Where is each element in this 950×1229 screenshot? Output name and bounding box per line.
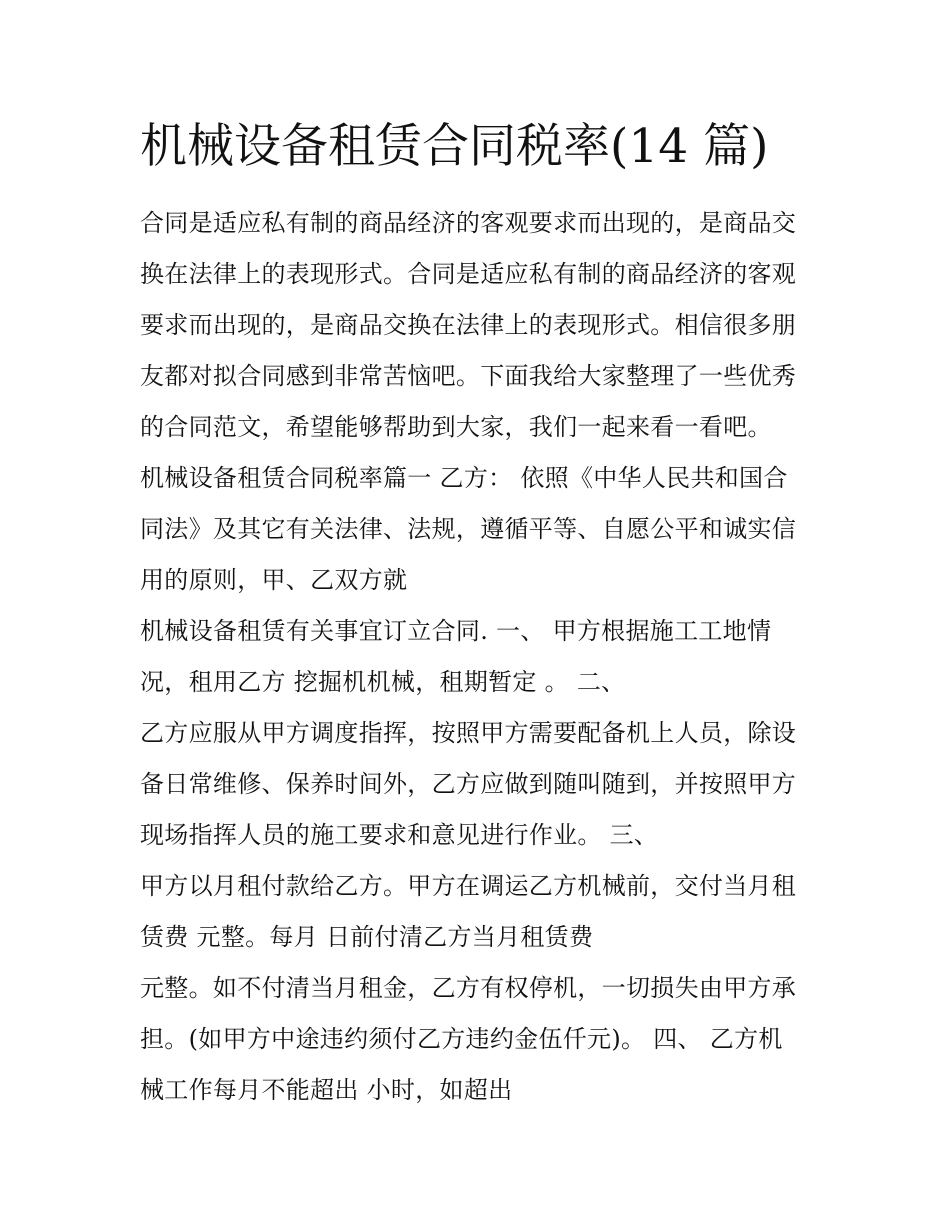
- body-line: 备日常维修、保养时间外，乙方应做到随叫随到，并按照甲方: [140, 770, 797, 798]
- body-line: 换在法律上的表现形式。合同是适应私有制的商品经济的客观: [140, 260, 797, 288]
- body-line: 用的原则，甲、乙双方就: [140, 566, 408, 594]
- body-line: 现场指挥人员的施工要求和意见进行作业。 三、: [140, 821, 659, 849]
- body-line: 的合同范文，希望能够帮助到大家，我们一起来看一看吧。: [140, 413, 772, 441]
- body-line: 同法》及其它有关法律、法规，遵循平等、自愿公平和诚实信: [140, 515, 797, 543]
- body-line: 要求而出现的，是商品交换在法律上的表现形式。相信很多朋: [140, 311, 797, 339]
- body-line: 合同是适应私有制的商品经济的客观要求而出现的，是商品交: [140, 209, 797, 237]
- body-line: 械工作每月不能超出 小时，如超出: [140, 1076, 513, 1104]
- body-line: 机械设备租赁合同税率篇一 乙方： 依照《中华人民共和国合: [140, 464, 788, 492]
- body-line: 元整。如不付清当月租金，乙方有权停机，一切损失由甲方承: [140, 974, 797, 1002]
- body-line: 机械设备租赁有关事宜订立合同. 一、 甲方根据施工工地情: [140, 617, 772, 645]
- body-line: 赁费 元整。每月 日前付清乙方当月租赁费: [140, 923, 594, 951]
- body-line: 乙方应服从甲方调度指挥，按照甲方需要配备机上人员，除设: [140, 719, 797, 747]
- document-body: [140, 198, 830, 1116]
- body-line: 况，租用乙方 挖掘机机械，租期暂定 。 二、: [140, 668, 626, 696]
- body-line: 担。(如甲方中途违约须付乙方违约金伍仟元)。 四、 乙方机: [140, 1025, 783, 1053]
- body-line: 甲方以月租付款给乙方。甲方在调运乙方机械前，交付当月租: [140, 872, 797, 900]
- document-title: 机械设备租赁合同税率(14 篇): [140, 119, 769, 174]
- body-line: 友都对拟合同感到非常苦恼吧。下面我给大家整理了一些优秀: [140, 362, 797, 390]
